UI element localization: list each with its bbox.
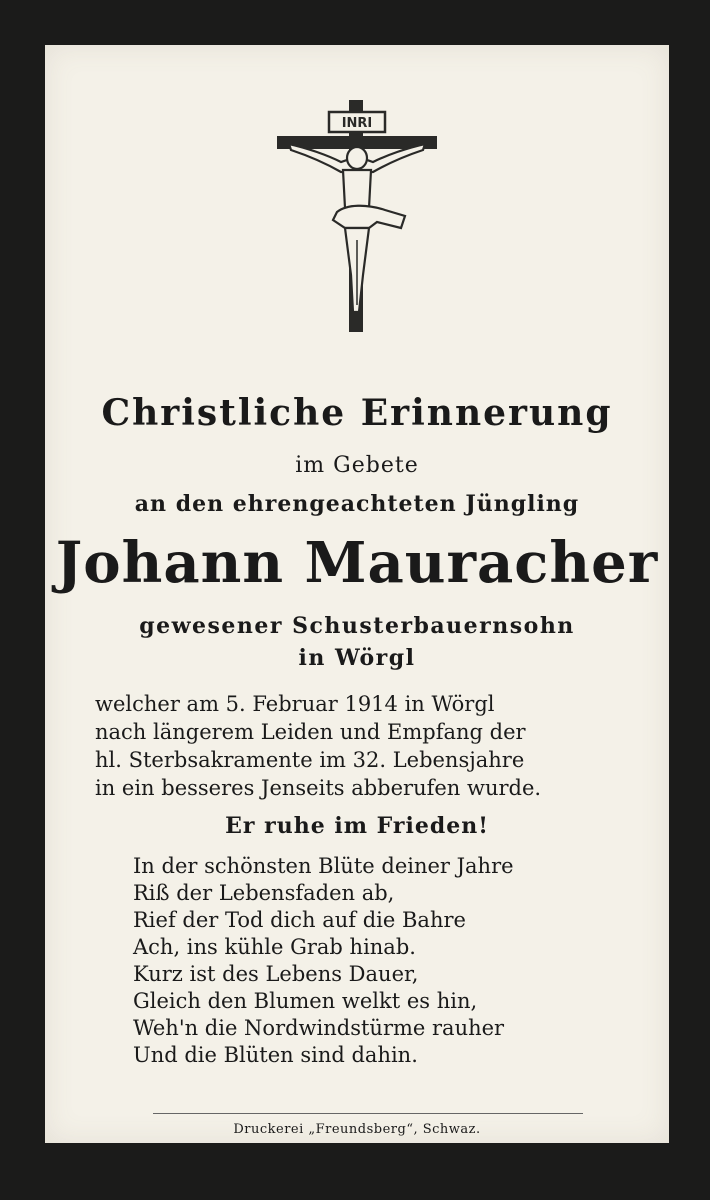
rest-in-peace: Er ruhe im Frieden! [225,813,489,839]
death-notice-line: nach längerem Leiden und Empfang der [95,720,526,744]
death-notice-line: welcher am 5. Februar 1914 in Wörgl [95,692,495,716]
memorial-poem [133,853,633,1069]
card-heading: Christliche Erinnerung [101,392,613,434]
deceased-place: in Wörgl [298,645,416,671]
dedication-line-2: an den ehrengeachteten Jüngling [134,491,580,517]
poem-line: Rief der Tod dich auf die Bahre [133,908,466,932]
poem-line: Weh'n die Nordwindstürme rauher [133,1016,505,1040]
poem-line: Gleich den Blumen welkt es hin, [133,989,478,1013]
poem-line: Kurz ist des Lebens Dauer, [133,962,419,986]
inri-sign: INRI [341,116,373,131]
poem-line: In der schönsten Blüte deiner Jahre [133,854,514,878]
poem-line: Ach, ins kühle Grab hinab. [133,935,416,959]
crucifix-icon [277,100,437,332]
printer-credit: Druckerei „Freundsberg“, Schwaz. [233,1122,481,1137]
death-notice [95,690,635,802]
deceased-role: gewesener Schusterbauernsohn [139,613,575,639]
poem-line: Riß der Lebensfaden ab, [133,881,395,905]
footer-divider [153,1113,583,1114]
poem-line: Und die Blüten sind dahin. [133,1043,418,1067]
death-notice-line: hl. Sterbsakramente im 32. Lebensjahre [95,748,525,772]
deceased-name: Johann Mauracher [55,530,659,596]
death-notice-line: in ein besseres Jenseits abberufen wurde. [95,776,542,800]
card-paper [45,45,669,1143]
dedication-line-1: im Gebete [295,453,419,478]
